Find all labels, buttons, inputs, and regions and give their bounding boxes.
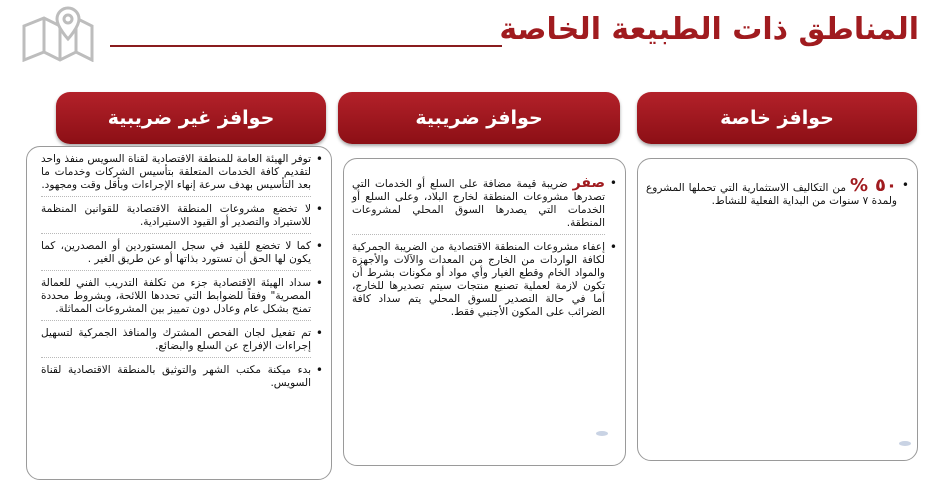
item-text: إعفاء مشروعات المنطقة الاقتصادية من الضريبة الجمركية لكافة الواردات من الخارج من المعدات والآلات والأجهزة والمواد الخام وقطع الغيار وأي مواد أو مكونات بشرط أن تكون لازمة لعملية تصنيع منتجات سيتم تصديرها للخارج، أما في حالة التصدير للسوق المحلي يتم سداد كافة الضرائب على المكون الأجنبي فقط.: [352, 241, 605, 318]
nontax-incentives-list: [33, 153, 331, 394]
header-nontax-incentives: حوافز غير ضريبية: [56, 92, 326, 144]
list-item: • سداد الهيئة الاقتصادية جزء من تكلفة التدريب الفني للعمالة المصرية" وفقاً للضوابط التي تحددها اللائحة، وبشروط محددة تمنح بشكل عام وعادل دون تمييز بين المشروعات المماثلة.: [41, 277, 311, 321]
item-text: من التكاليف الاستثمارية التي تحملها المشروع ولمدة ٧ سنوات من البداية الفعلية للنشاط.: [646, 182, 897, 207]
list-item: • توفر الهيئة العامة للمنطقة الاقتصادية لقناة السويس منفذ واحد لتقديم كافة الخدمات المتعلقة بتأسيس الشركات وخدمات ما بعد التأسيس بهدف سرعة إنهاء الإجراءات وبأقل وقت ومجهود.: [41, 153, 311, 197]
special-incentives-list: [638, 175, 917, 212]
title-row: [0, 0, 945, 78]
map-pin-icon: [20, 4, 96, 62]
title-underline: [110, 45, 502, 47]
tax-incentives-list: [344, 177, 625, 323]
list-item: [352, 241, 605, 323]
header-special-incentives: حوافز خاصة: [637, 92, 917, 144]
list-item: • تم تفعيل لجان الفحص المشترك والمنافذ الجمركية لتسهيل إجراءات الإفراج عن السلع والبضائع.: [41, 327, 311, 358]
corner-decoration: [596, 431, 608, 436]
page-title: المناطق ذات الطبيعة الخاصة: [499, 12, 919, 47]
list-item: • بدء ميكنة مكتب الشهر والتوثيق بالمنطقة الاقتصادية لقناة السويس.: [41, 364, 311, 394]
highlight-zero: صفر: [572, 175, 605, 191]
list-item: • لا تخضع مشروعات المنطقة الاقتصادية للقوانين المنظمة للاستيراد والتصدير أو القيود الاستيرادية.: [41, 203, 311, 234]
header-tax-incentives: حوافز ضريبية: [338, 92, 620, 144]
list-item: [352, 177, 605, 235]
highlight-fifty-percent: ٥٠ %: [850, 175, 897, 196]
list-item: • كما لا تخضع للقيد في سجل المستوردين أو المصدرين، كما يكون لها الحق أن تستورد بذاتها أو عن طريق الغير .: [41, 240, 311, 271]
special-incentives-box: [637, 158, 918, 461]
tax-incentives-box: [343, 158, 626, 466]
item-text: ضريبة قيمة مضافة على السلع أو الخدمات التي تصدرها مشروعات المنطقة لخارج البلاد، وعلى السلع أو الخدمات التي يصدرها السوق المحلي لمشروعات المنطقة.: [352, 178, 605, 229]
nontax-incentives-box: [26, 146, 332, 480]
corner-decoration: [899, 441, 911, 446]
list-item: [646, 175, 897, 212]
